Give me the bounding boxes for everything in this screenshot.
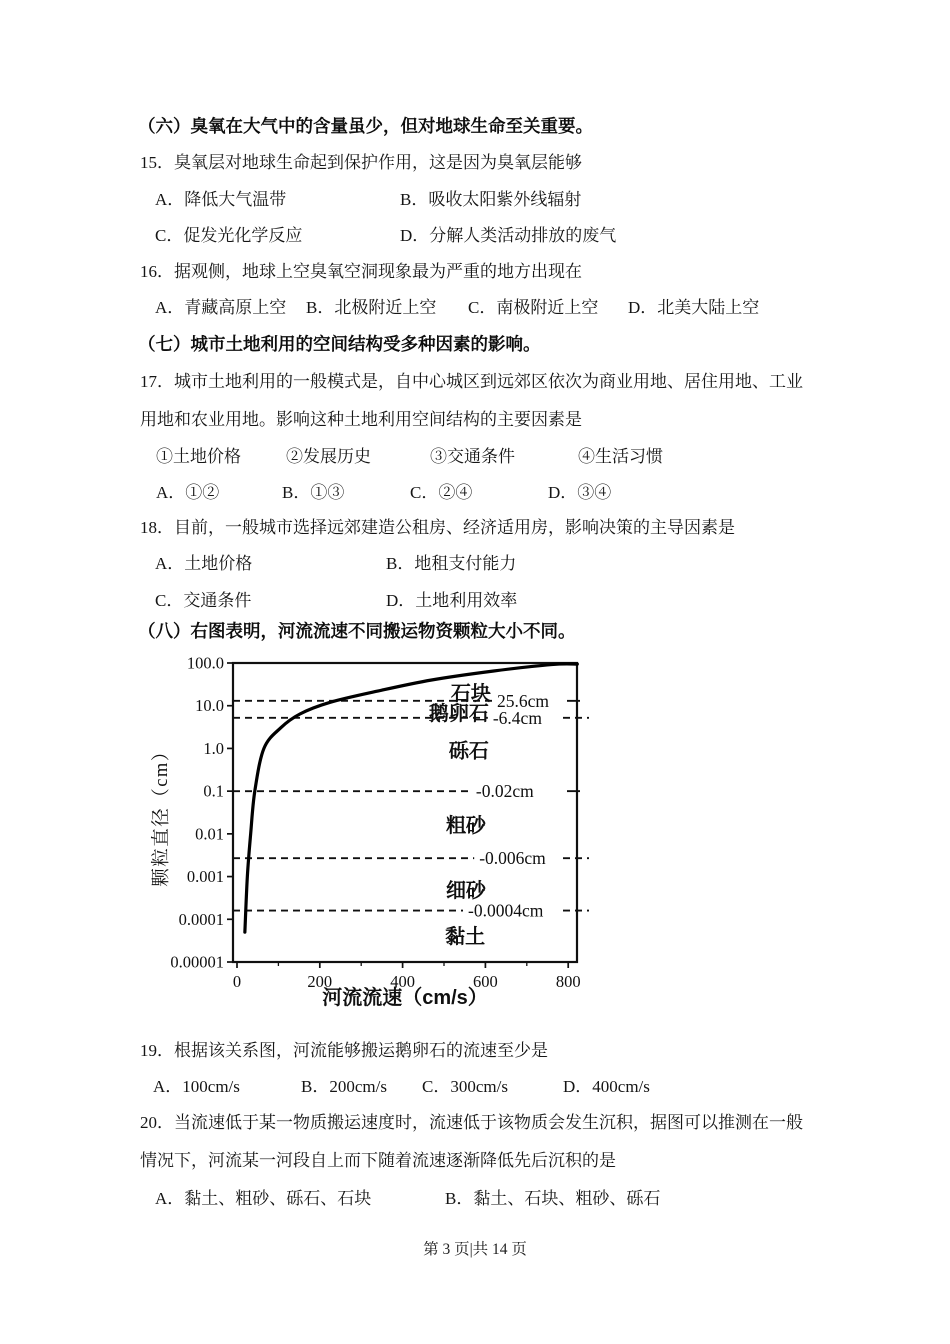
page-footer: 第 3 页|共 14 页 <box>423 1241 527 1258</box>
question-18-option-a: A．土地价格 <box>155 554 253 573</box>
svg-text:0.0001: 0.0001 <box>178 909 224 929</box>
svg-text:0.001: 0.001 <box>186 867 224 887</box>
flow-velocity-particle-chart <box>145 652 605 1024</box>
svg-text:黏土: 黏土 <box>445 925 486 948</box>
question-19-option-d: D．400cm/s <box>563 1077 650 1096</box>
svg-text:颗粒直径（cm）: 颗粒直径（cm） <box>152 741 172 887</box>
svg-text:25.6cm: 25.6cm <box>496 690 550 711</box>
question-16-option-a: A．青藏高原上空 <box>155 298 287 317</box>
question-17-item-4: ④生活习惯 <box>578 447 663 466</box>
svg-text:-6.4cm: -6.4cm <box>492 707 542 728</box>
question-17-option-b: B．①③ <box>282 483 345 502</box>
question-18-option-b: B．地租支付能力 <box>386 554 517 573</box>
svg-text:600: 600 <box>473 972 498 991</box>
question-15-option-d: D．分解人类活动排放的废气 <box>400 226 617 245</box>
question-16-option-c: C．南极附近上空 <box>468 298 599 317</box>
svg-text:0: 0 <box>232 972 242 991</box>
svg-text:0.00001: 0.00001 <box>170 952 224 972</box>
svg-text:粗砂: 粗砂 <box>445 815 486 838</box>
question-16-stem: 16．据观侧，地球上空臭氧空洞现象最为严重的地方出现在 <box>140 262 582 281</box>
svg-text:-0.02cm: -0.02cm <box>475 781 534 802</box>
question-19-option-b: B．200cm/s <box>301 1077 387 1096</box>
svg-text:800: 800 <box>555 972 581 991</box>
svg-text:10.0: 10.0 <box>195 696 224 716</box>
question-15-option-c: C．促发光化学反应 <box>155 226 303 245</box>
question-20-option-a: A．黏土、粗砂、砾石、石块 <box>155 1189 372 1208</box>
question-18-option-c: C．交通条件 <box>155 591 252 610</box>
svg-text:1.0: 1.0 <box>203 738 224 758</box>
question-15-option-b: B．吸收太阳紫外线辐射 <box>400 190 582 209</box>
section-6-heading: （六）臭氧在大气中的含量虽少，但对地球生命至关重要。 <box>138 116 593 136</box>
question-16-option-b: B．北极附近上空 <box>306 298 437 317</box>
question-19-option-a: A．100cm/s <box>153 1077 240 1096</box>
question-20-stem-line1: 20．当流速低于某一物质搬运速度时，流速低于该物质会发生沉积，据图可以推测在一般 <box>140 1113 803 1132</box>
svg-text:0.01: 0.01 <box>195 824 224 844</box>
question-17-option-c: C．②④ <box>410 483 473 502</box>
question-18-stem: 18．目前，一般城市选择远郊建造公租房、经济适用房，影响决策的主导因素是 <box>140 518 735 537</box>
svg-text:河流流速（cm/s）: 河流流速（cm/s） <box>322 987 488 1009</box>
section-8-heading: （八）右图表明，河流流速不同搬运物资颗粒大小不同。 <box>138 621 576 641</box>
question-19-option-c: C．300cm/s <box>422 1077 508 1096</box>
svg-text:细砂: 细砂 <box>445 880 486 903</box>
question-20-stem-line2: 情况下，河流某一河段自上而下随着流速逐渐降低先后沉积的是 <box>140 1151 616 1170</box>
chart-canvas <box>145 652 605 1024</box>
svg-text:鹅卵石: 鹅卵石 <box>428 702 489 725</box>
svg-text:200: 200 <box>307 972 333 991</box>
svg-text:-0.006cm: -0.006cm <box>479 848 546 869</box>
question-17-stem-line1: 17．城市土地利用的一般模式是，自中心城区到远郊区依次为商业用地、居住用地、工业 <box>140 372 803 391</box>
section-7-heading: （七）城市土地利用的空间结构受多种因素的影响。 <box>138 334 541 354</box>
question-17-item-2: ②发展历史 <box>286 447 371 466</box>
question-17-item-3: ③交通条件 <box>430 447 515 466</box>
question-17-stem-line2: 用地和农业用地。影响这种土地利用空间结构的主要因素是 <box>140 410 582 429</box>
svg-text:-0.0004cm: -0.0004cm <box>468 900 544 921</box>
question-17-item-1: ①土地价格 <box>156 447 241 466</box>
question-19-stem: 19．根据该关系图，河流能够搬运鹅卵石的流速至少是 <box>140 1041 548 1060</box>
question-18-option-d: D．土地利用效率 <box>386 591 518 610</box>
svg-text:石块: 石块 <box>450 682 491 705</box>
question-15-stem: 15．臭氧层对地球生命起到保护作用，这是因为臭氧层能够 <box>140 153 582 172</box>
svg-text:100.0: 100.0 <box>186 653 224 673</box>
svg-text:砾石: 砾石 <box>448 740 489 763</box>
question-16-option-d: D．北美大陆上空 <box>628 298 760 317</box>
question-15-option-a: A．降低大气温带 <box>155 190 287 209</box>
question-17-option-d: D．③④ <box>548 483 612 502</box>
svg-text:0.1: 0.1 <box>203 781 224 801</box>
svg-text:400: 400 <box>390 972 415 991</box>
question-17-option-a: A．①② <box>156 483 220 502</box>
question-20-option-b: B．黏土、石块、粗砂、砾石 <box>445 1189 661 1208</box>
